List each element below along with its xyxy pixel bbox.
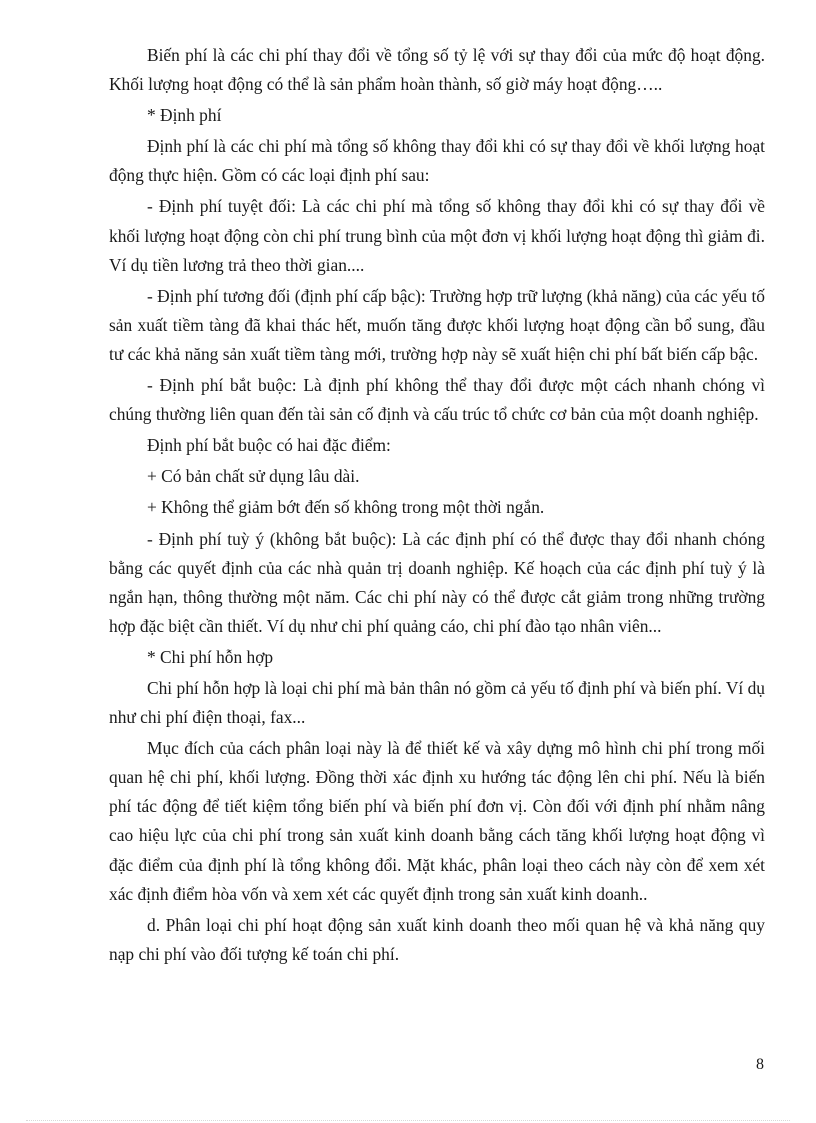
paragraph-phan-loai-d: d. Phân loại chi phí hoạt động sản xuất kinh doanh theo mối quan hệ và khả năng quy nạp chi phí vào đối tượng kế toán chi phí. bbox=[109, 914, 765, 964]
list-item-dac-diem-2: + Không thể giảm bớt đến số không trong một thời ngắn. bbox=[147, 497, 545, 518]
heading-dinh-phi: * Định phí bbox=[147, 105, 222, 126]
heading-chi-phi-hon-hop: * Chi phí hỗn hợp bbox=[147, 646, 274, 667]
footer-divider bbox=[26, 1120, 790, 1121]
paragraph-bien-phi-definition: Biến phí là các chi phí thay đổi về tổng số tỷ lệ với sự thay đổi của mức độ hoạt động. Khối lượng hoạt động có thể là sản phẩm hoàn thành, số giờ máy hoạt động….. bbox=[109, 45, 765, 95]
paragraph-dinh-phi-definition: Định phí là các chi phí mà tổng số không thay đổi khi có sự thay đổi về khối lượng hoạt động thực hiện. Gồm có các loại định phí sau: bbox=[109, 136, 765, 186]
paragraph-dinh-phi-tuyet-doi: - Định phí tuyệt đối: Là các chi phí mà tổng số không thay đổi khi có sự thay đổi về khối lượng hoạt động còn chi phí trung bình của một đơn vị khối lượng hoạt động thì giảm đi. Ví dụ tiền lương trả theo thời gian.... bbox=[109, 196, 765, 275]
list-item-dac-diem-1: + Có bản chất sử dụng lâu dài. bbox=[147, 466, 360, 487]
paragraph-dinh-phi-bat-buoc: - Định phí bắt buộc: Là định phí không thể thay đổi được một cách nhanh chóng vì chúng thường liên quan đến tài sản cố định và cấu trúc tổ chức cơ bản của một doanh nghiệp. bbox=[109, 375, 765, 425]
page-number: 8 bbox=[756, 1056, 764, 1073]
paragraph-dinh-phi-tuy-y: - Định phí tuỳ ý (không bắt buộc): Là các định phí có thể được thay đổi nhanh chóng bằng các quyết định của các nhà quản trị doanh nghiệp. Kế hoạch của các định phí tuỳ ý là ngắn hạn, thông thường một năm. Các chi phí này có thể được cắt giảm trong những trường hợp đặc biệt cần thiết. Ví dụ như chi phí quảng cáo, chi phí đào tạo nhân viên... bbox=[109, 528, 765, 636]
paragraph-chi-phi-hon-hop: Chi phí hỗn hợp là loại chi phí mà bản thân nó gồm cả yếu tố định phí và biến phí. Ví dụ như chi phí điện thoại, fax... bbox=[109, 677, 765, 728]
paragraph-muc-dich: Mục đích của cách phân loại này là để thiết kế và xây dựng mô hình chi phí trong mối quan hệ chi phí, khối lượng. Đồng thời xác định xu hướng tác động lên chi phí. Nếu là biến phí tác động để tiết kiệm tổng biến phí và biến phí đơn vị. Còn đối với định phí nhằm nâng cao hiệu lực của chi phí trong sản xuất kinh doanh bằng cách tăng khối lượng hoạt động vì đặc điểm của định phí là tổng không đổi. Mặt khác, phân loại theo cách này còn để xem xét xác định điểm hòa vốn và xem xét các quyết định trong sản xuất kinh doanh.. bbox=[109, 738, 765, 904]
document-body bbox=[109, 41, 765, 971]
paragraph-dinh-phi-tuong-doi: - Định phí tương đối (định phí cấp bậc): Trường hợp trữ lượng (khả năng) của các yếu tố sản xuất tiềm tàng đã khai thác hết, muốn tăng được khối lượng hoạt động cần bổ sung, đầu tư các khả năng sản xuất tiềm tàng mới, trường hợp này sẽ xuất hiện chi phí bất biến cấp bậc. bbox=[109, 285, 765, 364]
paragraph-dac-diem-intro: Định phí bắt buộc có hai đặc điểm: bbox=[147, 435, 391, 456]
